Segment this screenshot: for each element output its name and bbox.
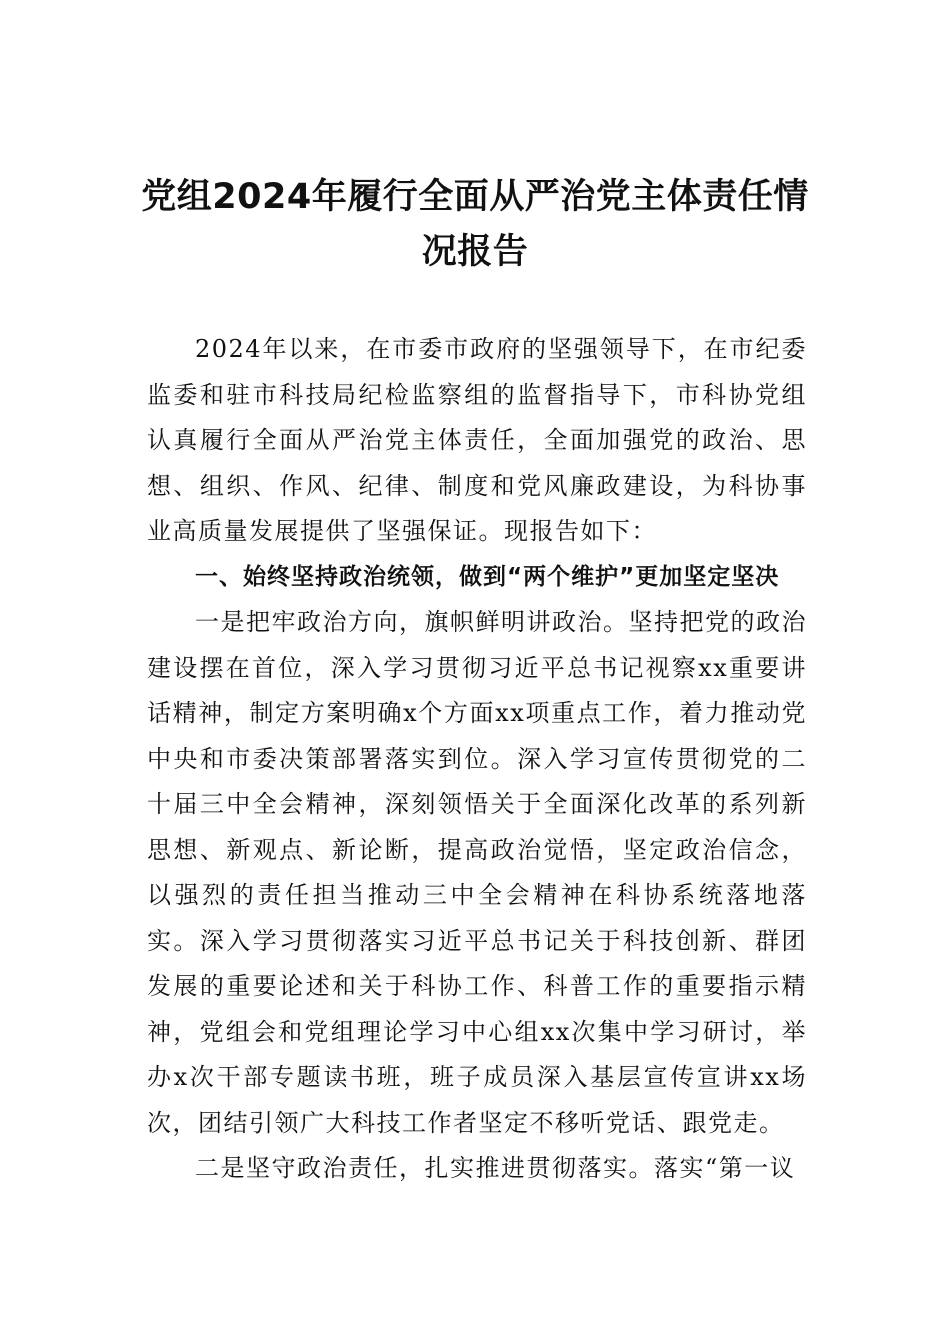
- document-body: [147, 327, 807, 1192]
- section-heading-1: 一、始终坚持政治统领，做到“两个维护”更加坚定坚决: [195, 563, 780, 590]
- body-paragraph-2: 二是坚守政治责任，扎实推进贯彻落实。落实“第一议: [195, 1154, 796, 1182]
- document-title: 党组2024年履行全面从严治党主体责任情况报告: [141, 177, 809, 272]
- intro-paragraph: 2024年以来，在市委市政府的坚强领导下，在市纪委监委和驻市科技局纪检监察组的监督指导下，市科协党组认真履行全面从严治党主体责任，全面加强党的政治、思想、组织、作风、纪律、制度和党风廉政建设，为科协事业高质量发展提供了坚强保证。现报告如下：: [147, 335, 807, 545]
- body-paragraph-1: 一是把牢政治方向，旗帜鲜明讲政治。坚持把党的政治建设摆在首位，深入学习贯彻习近平总书记视察xx重要讲话精神，制定方案明确x个方面xx项重点工作，着力推动党中央和市委决策部署落实到位。深入学习宣传贯彻党的二十届三中全会精神，深刻领悟关于全面深化改革的系列新思想、新观点、新论断，提高政治觉悟，坚定政治信念，以强烈的责任担当推动三中全会精神在科协系统落地落实。深入学习贯彻落实习近平总书记关于科技创新、群团发展的重要论述和关于科协工作、科普工作的重要指示精神，党组会和党组理论学习中心组xx次集中学习研讨，举办x次干部专题读书班，班子成员深入基层宣传宣讲xx场次，团结引领广大科技工作者坚定不移听党话、跟党走。: [147, 608, 807, 1137]
